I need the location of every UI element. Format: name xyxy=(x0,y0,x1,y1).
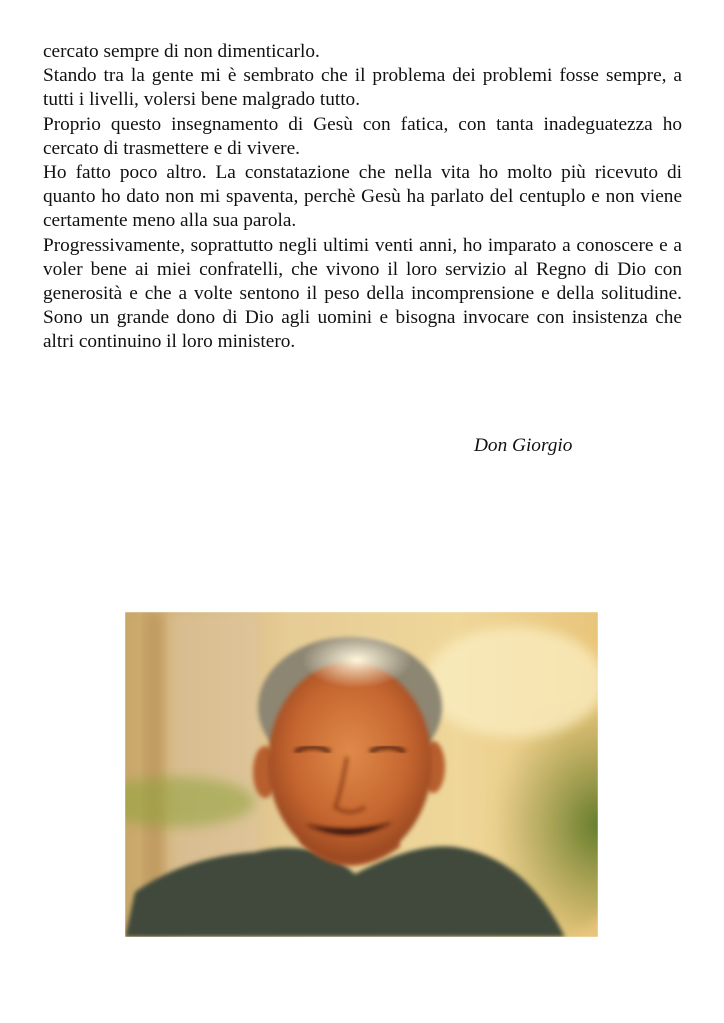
signature: Don Giorgio xyxy=(474,435,573,456)
paragraph: Ho fatto poco altro. La constatazione che nella vita ho molto più ricevuto di quanto ho dato non mi spaventa, perchè Gesù ha parlato del centuplo e non viene certamente meno alla sua parola. xyxy=(43,162,682,232)
photo-glare xyxy=(302,632,412,688)
letter-body xyxy=(43,40,682,355)
paragraph: cercato sempre di non dimenticarlo. xyxy=(43,41,320,62)
photo-light-patch xyxy=(425,627,598,737)
portrait-photo xyxy=(125,612,598,937)
paragraph: Stando tra la gente mi è sembrato che il problema dei problemi fosse sempre, a tutti i livelli, volersi bene malgrado tutto. xyxy=(43,65,682,111)
portrait-illustration xyxy=(125,612,598,937)
paragraph: Proprio questo insegnamento di Gesù con fatica, con tanta inadeguatezza ho cercato di trasmettere e di vivere. xyxy=(43,113,682,159)
paragraph: Progressivamente, soprattutto negli ultimi venti anni, ho imparato a conoscere e a voler bene ai miei confratelli, che vivono il loro servizio al Regno di Dio con generosità e che a volte sentono il peso della incomprensione e della solitudine. Sono un grande dono di Dio agli uomini e bisogna invocare con insistenza che altri continuino il loro ministero. xyxy=(43,234,682,353)
